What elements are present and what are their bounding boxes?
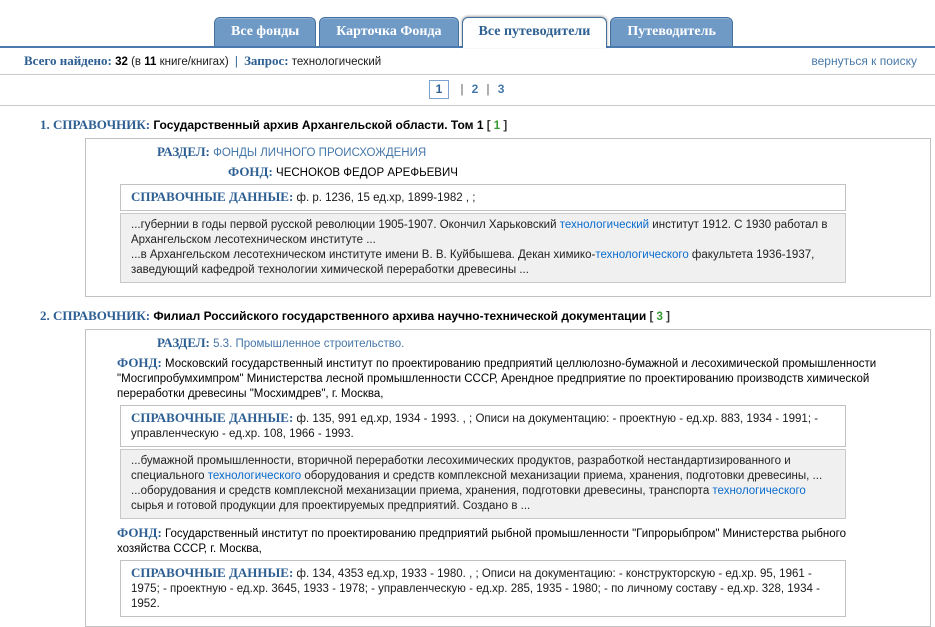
excerpt-text: оборудования и средств комплексной механизации приема, хранения, подготовки древесины, ...: [301, 470, 823, 482]
bracket-open: [: [649, 311, 654, 323]
excerpt-snippet: [131, 484, 835, 514]
books-count: 11: [144, 56, 157, 68]
section-link[interactable]: ФОНДЫ ЛИЧНОГО ПРОИСХОЖДЕНИЯ: [213, 147, 427, 159]
tab-guide[interactable]: Путеводитель: [610, 17, 733, 46]
tab-bar: [0, 0, 935, 48]
back-to-search-link[interactable]: вернуться к поиску: [811, 54, 917, 68]
excerpt-text: ...бумажной промышленности, вторичной переработки лесохимических продуктов, разработкой нестандартизированного и специального: [131, 455, 791, 482]
entry-number: 1.: [40, 117, 50, 132]
in-books-suffix: книге/книгах): [159, 56, 229, 68]
reference-data-label: СПРАВОЧНЫЕ ДАННЫЕ:: [131, 565, 294, 580]
directory-label: СПРАВОЧНИК:: [52, 308, 151, 323]
section-line: [86, 335, 930, 352]
pagination-current-page: 1: [429, 80, 450, 99]
in-books-prefix: (в: [131, 56, 142, 68]
reference-data-value: ф. 135, 991 ед.хр, 1934 - 1993. , ; Описи на документацию: - проектную - ед.хр. 883, 1934 - 1991; - управленческую - ед.хр. 108, 1966 - 1993.: [131, 413, 819, 440]
excerpt-box: [120, 449, 846, 519]
highlighted-term: технологического: [207, 470, 302, 482]
excerpt-snippet: [131, 218, 835, 248]
pagination-separator: |: [486, 84, 490, 96]
fond-label: ФОНД:: [117, 355, 162, 370]
directory-heading: [40, 116, 925, 135]
fond-line: [117, 525, 882, 557]
excerpt-box: [120, 213, 846, 283]
fond-title: Государственный институт по проектированию предприятий рыбной промышленности "Гипрорыбпром" Министерства рыбного хозяйства СССР, г. Москва,: [117, 528, 847, 555]
tab-all-guides[interactable]: Все путеводители: [462, 17, 608, 48]
results-summary-row: [0, 48, 935, 75]
bracket-close: ]: [503, 120, 508, 132]
reference-data-value: ф. р. 1236, 15 ед.хр, 1899-1982 , ;: [296, 192, 476, 204]
excerpt-text: факультета 1936-1937, заведующий кафедрой технологии химической переработки древесины ...: [131, 249, 815, 276]
excerpt-snippet: [131, 248, 835, 278]
bracket-open: [: [486, 120, 491, 132]
fond-line: [228, 164, 870, 181]
query-label: Запрос:: [244, 53, 289, 68]
fond-detail: [120, 560, 846, 617]
excerpt-text: сырья и готовой продукции для проектируемых предприятий. Создано в ...: [131, 500, 531, 512]
highlighted-term: технологического: [712, 485, 806, 497]
pagination-page-3-link[interactable]: 3: [497, 82, 505, 96]
results-summary: [24, 53, 381, 69]
found-label: Всего найдено:: [24, 53, 112, 68]
fond-label: ФОНД:: [117, 525, 162, 540]
result-entry-1: [0, 116, 935, 297]
directory-title: Филиал Российского государственного архива научно-технической документации: [153, 309, 647, 323]
section-box: [85, 329, 931, 627]
match-count[interactable]: 1: [493, 120, 501, 132]
section-link[interactable]: 5.3. Промышленное строительство.: [213, 338, 405, 350]
match-count[interactable]: 3: [656, 311, 663, 323]
found-count: 32: [115, 56, 128, 68]
query-value: технологический: [291, 56, 382, 68]
reference-data-box: [120, 405, 846, 447]
fond-line: [117, 355, 882, 402]
directory-heading: [40, 307, 925, 326]
reference-data-box: [120, 560, 846, 617]
excerpt-text: ...оборудования и средств комплексной механизации приема, хранения, подготовки древесины, транспорта: [131, 485, 713, 497]
fond-detail: [120, 184, 846, 283]
section-label: РАЗДЕЛ:: [157, 335, 210, 350]
fond-title: ЧЕСНОКОВ ФЕДОР АРЕФЬЕВИЧ: [276, 167, 458, 179]
bracket-close: ]: [666, 311, 670, 323]
fond-detail: [120, 405, 846, 519]
section-box: [85, 138, 931, 297]
pagination: [0, 75, 935, 106]
fond-title: Московский государственный институт по проектированию предприятий целлюлозно-бумажной и лесохимической промышленности "Мосгипробумхимпром" Министерства лесной промышленности СССР, Арендное предприятие по проектированию производств химической переработки древесины "Мосхимдрев", г. Москва,: [117, 358, 877, 400]
highlighted-term: технологический: [559, 219, 650, 231]
excerpt-text: ...губернии в годы первой русской революции 1905-1907. Окончил Харьковский: [131, 219, 560, 231]
pagination-separator: |: [460, 84, 464, 96]
reference-data-box: [120, 184, 846, 211]
highlighted-term: технологического: [595, 249, 689, 261]
section-label: РАЗДЕЛ:: [157, 144, 210, 159]
excerpt-snippet: [131, 454, 835, 484]
entry-number: 2.: [40, 308, 50, 323]
reference-data-label: СПРАВОЧНЫЕ ДАННЫЕ:: [131, 189, 294, 204]
summary-separator: |: [234, 56, 238, 68]
fond-label: ФОНД:: [228, 164, 273, 179]
directory-label: СПРАВОЧНИК:: [52, 117, 151, 132]
tab-fund-card[interactable]: Карточка Фонда: [319, 17, 458, 46]
tab-all-funds[interactable]: Все фонды: [214, 17, 316, 46]
pagination-page-2-link[interactable]: 2: [471, 82, 479, 96]
excerpt-text: институт 1912. С 1930 работал в Архангельском лесотехническом институте ...: [131, 219, 828, 246]
directory-title: Государственный архив Архангельской области. Том 1: [153, 118, 484, 132]
result-entry-2: [0, 307, 935, 627]
reference-data-value: ф. 134, 4353 ед.хр, 1933 - 1980. , ; Описи на документацию: - конструкторскую - ед.хр. 95, 1961 - 1975; - проектную - ед.хр. 3645, 1933 - 1978; - управленческую - ед.хр. 285, 1935 - 1980; - по личному составу - ед.хр. 328, 1934 - 1952.: [131, 568, 820, 610]
excerpt-text: ...в Архангельском лесотехническом институте имени В. В. Куйбышева. Декан химико-: [131, 249, 596, 261]
reference-data-label: СПРАВОЧНЫЕ ДАННЫЕ:: [131, 410, 294, 425]
section-line: [86, 144, 930, 161]
